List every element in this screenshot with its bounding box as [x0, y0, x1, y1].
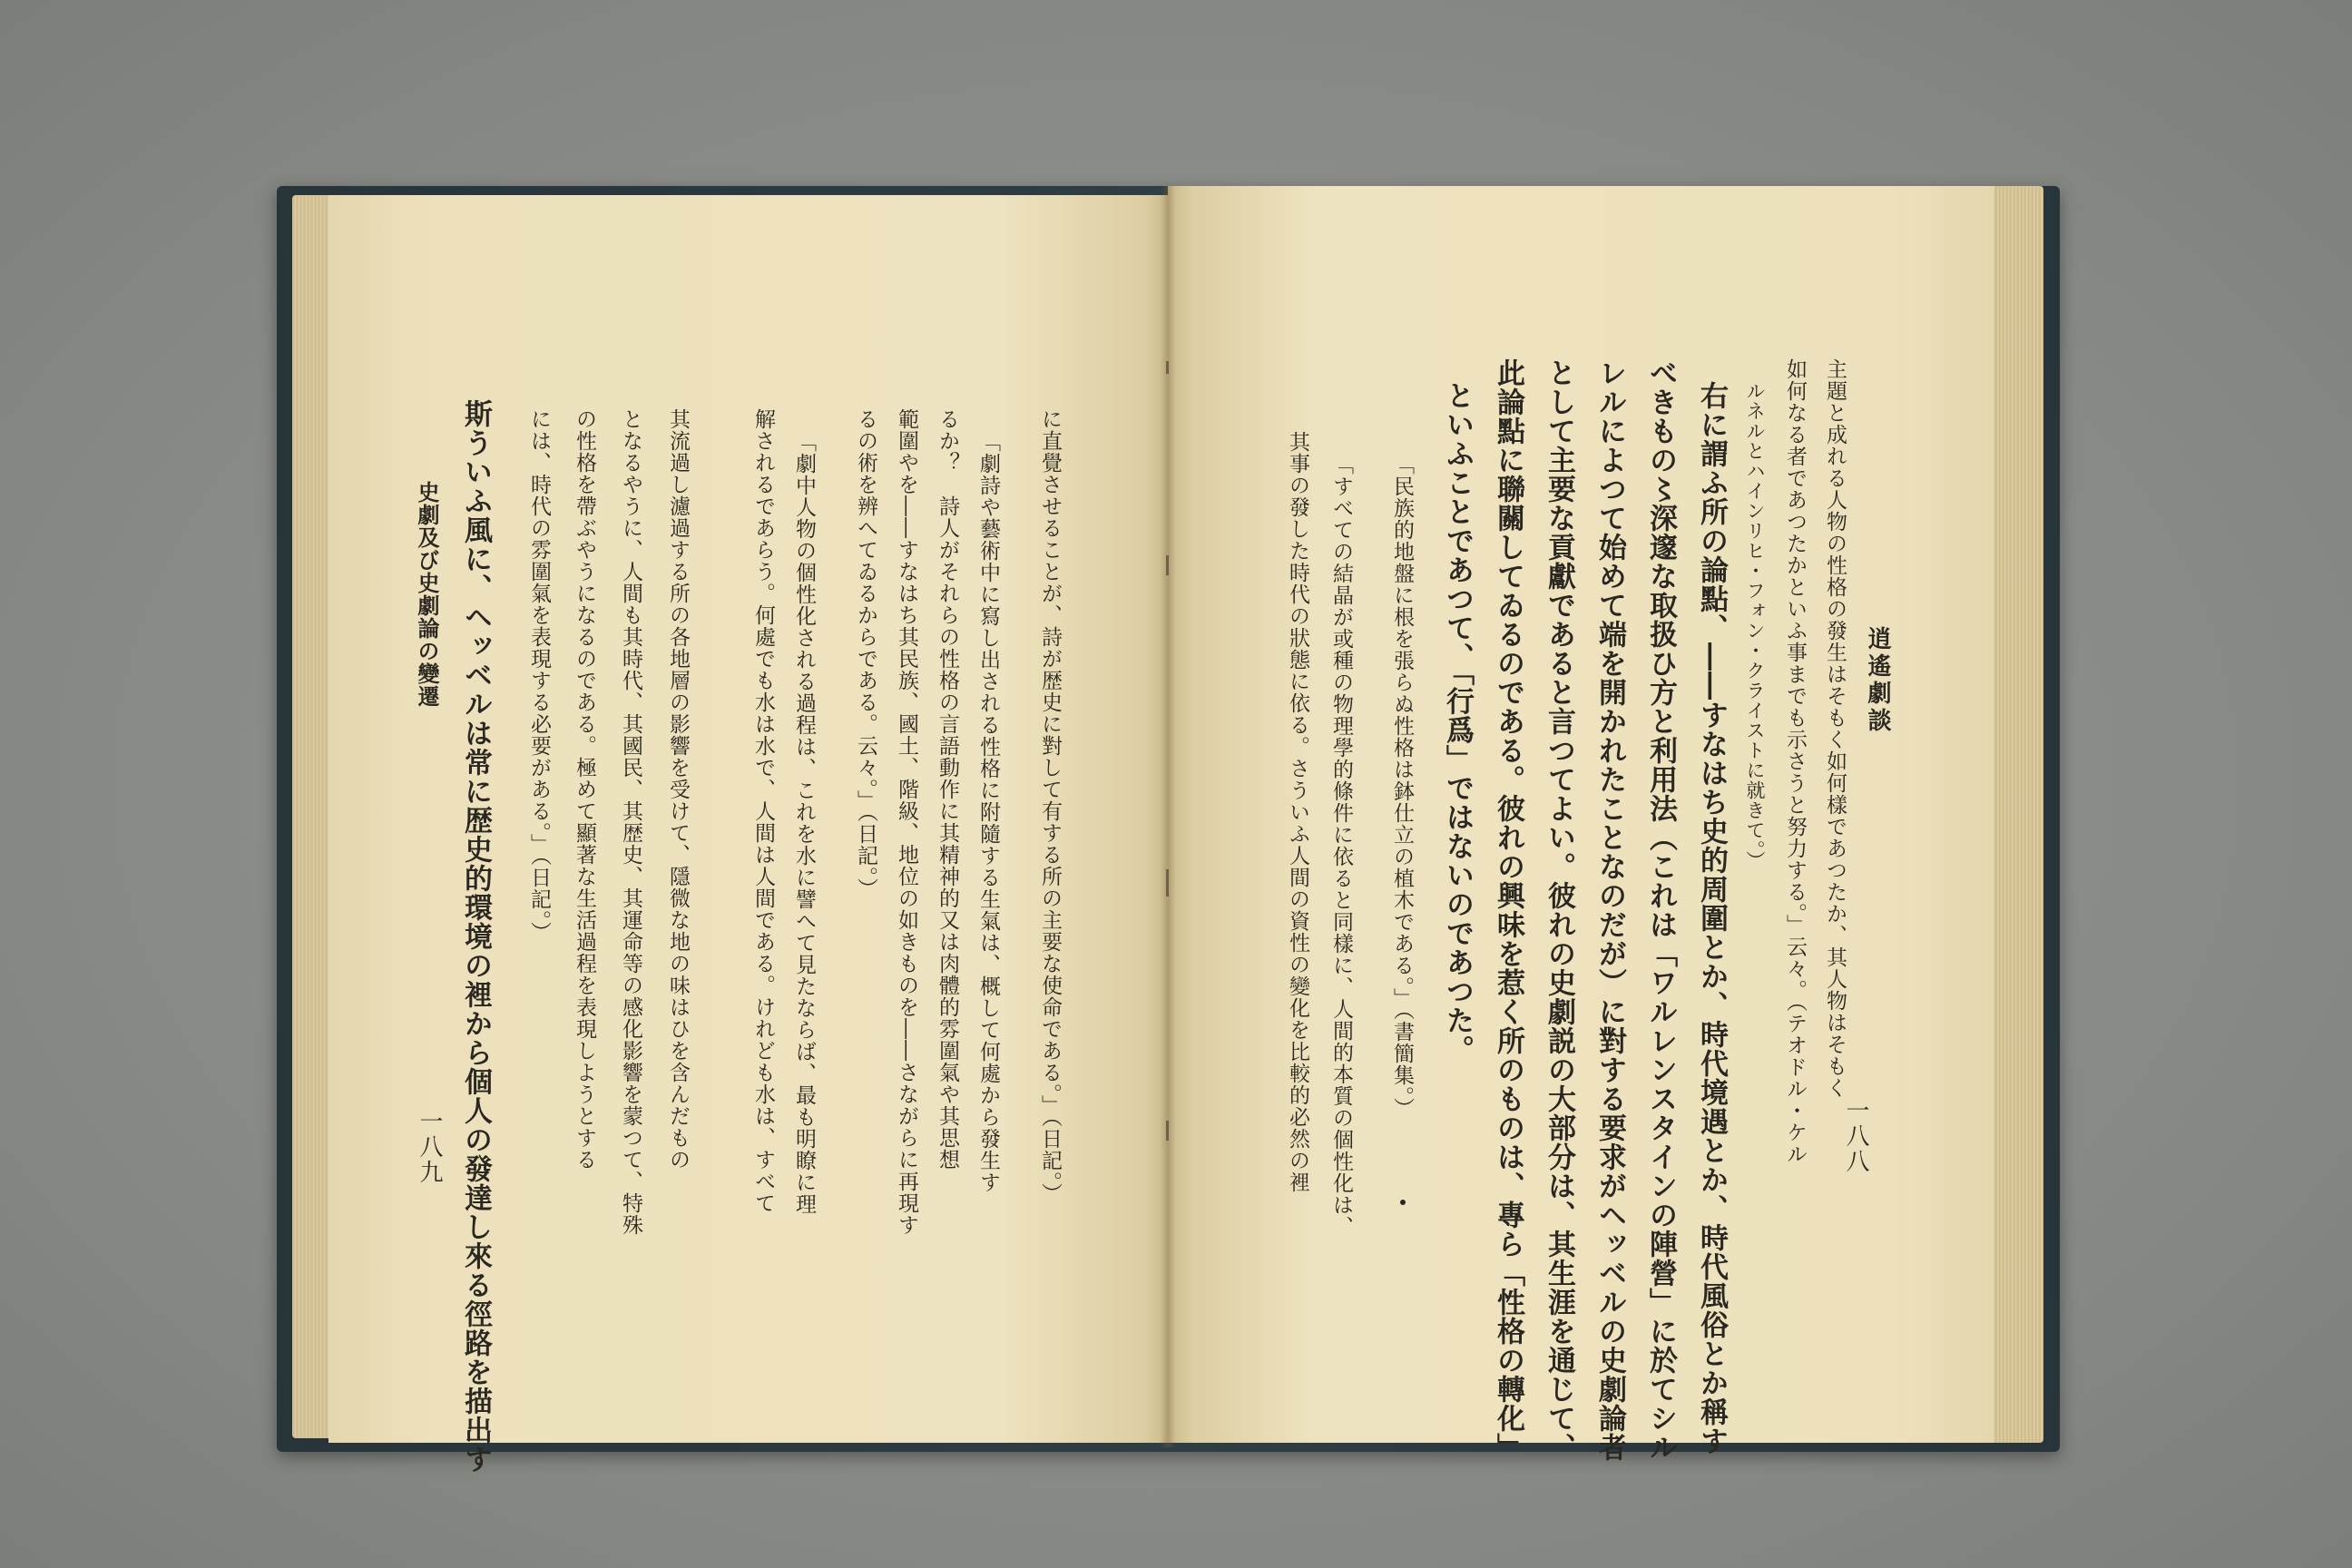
text-column: 「すべての結晶が或種の物理學的條件に依ると同樣に、人間的本質の個性化は、: [1329, 454, 1353, 1238]
text-column: レルによつて始めて端を開かれたことなのだが）に對する要求がヘッベルの史劇論者: [1593, 358, 1626, 1462]
text-column: となるやうに、人間も其時代、其國民、其歴史、其運命等の感化影響を蒙つて、特殊: [619, 408, 642, 1236]
text-column: 其流過し濾過する所の各地層の影響を受けて、隱微な地の味はひを含んだもの: [666, 408, 690, 1171]
page-edges-right: [1987, 186, 2043, 1443]
text-column: 斯ういふ風に、ヘッベルは常に歴史的環境の裡から個人の發達し來る徑路を描出す: [459, 399, 492, 1474]
text-column: 「民族的地盤に根を張らぬ性格は鉢仕立の植木である。」（書簡集。）: [1390, 454, 1414, 1120]
text-column: に直覺させることが、詩が歴史に對して有する所の主要な使命である。」（日記。）: [1038, 408, 1062, 1205]
text-column: 解されるであらう。何處でも水は水で、人間は人間である。けれども水は、すべて: [751, 408, 775, 1214]
text-column: 右に謂ふ所の論點、――すなはち史的周圍とか、時代境遇とか、時代風俗とか稱す: [1695, 381, 1728, 1455]
text-column: 「劇詩や藝術中に寫し出される性格に附隨する生氣は、概して何處から發生す: [976, 431, 1000, 1193]
book-gutter: [1160, 186, 1176, 1447]
binding-stitch: [1166, 1121, 1169, 1141]
text-column: には、時代の雰圍氣を表現する必要がある。」（日記。）: [527, 408, 551, 944]
text-column: といふことであつて、「行爲」ではないのであつた。: [1441, 381, 1474, 1064]
text-column: るの術を辨へてゐるからである。云々。」（日記。）: [854, 408, 877, 900]
text-column: 範圍やを――すなはち其民族、國土、階級、地位の如きものを――さながらに再現す: [895, 408, 918, 1236]
running-head: 史劇及び史劇論の變遷: [414, 481, 440, 708]
page-number: 一八八: [1842, 1098, 1869, 1174]
ink-dot: [1400, 1200, 1406, 1205]
text-column: として主要な貢獻であると言つてよい。彼れの史劇説の大部分は、其生涯を通じて、: [1543, 358, 1575, 1462]
text-column: の性格を帶ぶやうになるのである。極めて顯著な生活過程を表現しようとする: [573, 408, 596, 1171]
text-column: 如何なる者であつたかといふ事までも示さうと努力する。」云々。（テオドル・ケル: [1783, 358, 1807, 1165]
binding-stitch: [1166, 869, 1169, 897]
binding-stitch: [1166, 555, 1169, 575]
text-column: るか？ 詩人がそれらの性格の言語動作に其精神的又は肉體的雰圍氣や其思想: [936, 408, 959, 1171]
binding-stitch: [1166, 361, 1169, 374]
text-column: 主題と成れる人物の性格の發生はそもく如何樣であつたか、其人物はそもく: [1823, 358, 1847, 1099]
text-column: 「劇中人物の個性化される過程は、これを水に譬へて見たならば、最も明瞭に理: [792, 431, 816, 1215]
text-column: ルネルとハインリヒ・フォン・クライストに就きて。）: [1744, 381, 1766, 871]
text-column: 其事の發した時代の狀態に依る。さういふ人間の資性の變化を比較的必然の裡: [1286, 431, 1309, 1193]
page-number: 一八九: [416, 1109, 443, 1185]
text-column: べきもの〻深邃な取扱ひ方と利用法（これは「ワルレンスタインの陣營」に於てシル: [1644, 358, 1677, 1462]
running-head: 逍遙劇談: [1864, 626, 1891, 735]
text-column: 此論點に聯關してゐるのである。彼れの興味を惹く所のものは、專ら「性格の轉化」: [1492, 358, 1524, 1462]
